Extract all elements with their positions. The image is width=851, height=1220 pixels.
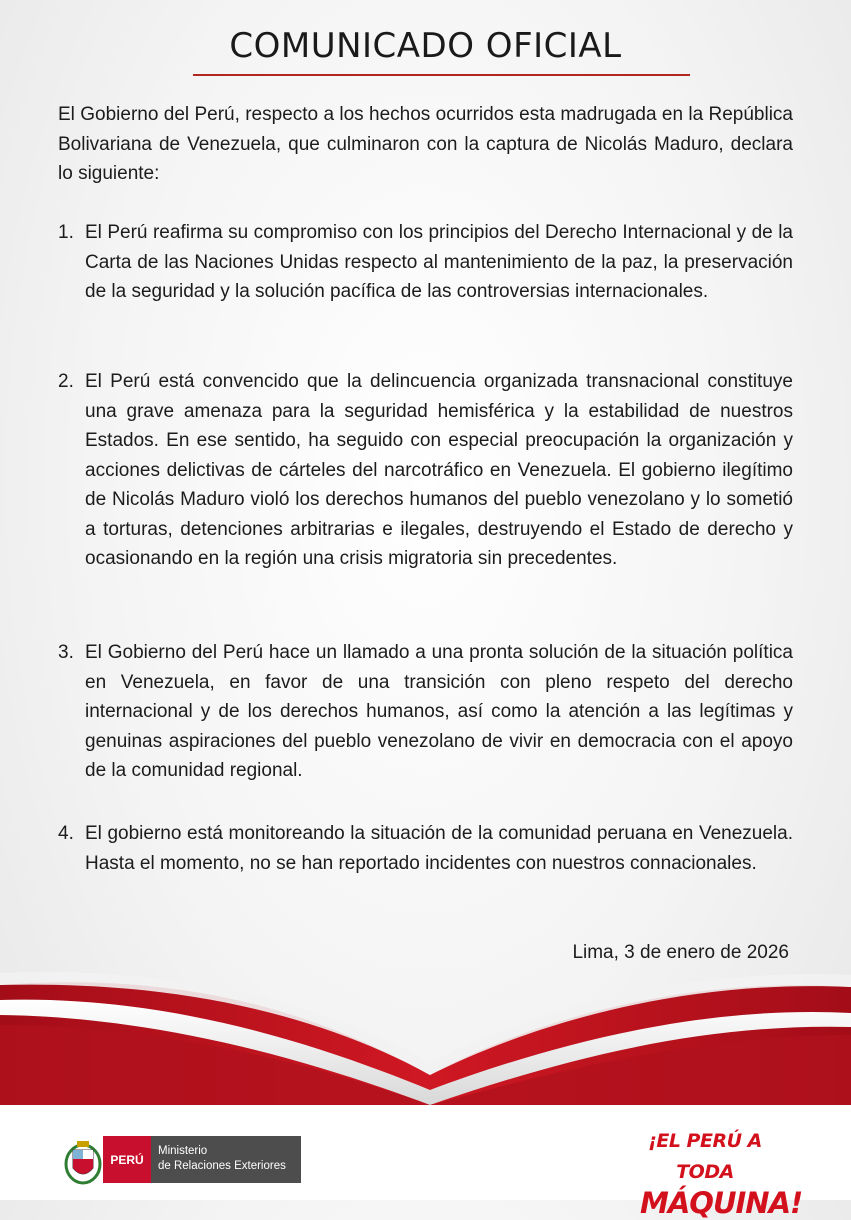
- ministry-label-line2: de Relaciones Exteriores: [158, 1160, 286, 1172]
- list-item-text: El Gobierno del Perú hace un llamado a una pronta solución de la situación política en Venezuela, en favor de una transición con pleno respeto del derecho internacional y de los derechos humanos, así como la atención a las legítimas y genuinas aspiraciones del pueblo venezolano de vivir en democracia con el apoyo de la comunidad regional.: [85, 642, 793, 781]
- ministry-label-line1: Ministerio: [158, 1145, 208, 1157]
- peru-logo-label: PERÚ: [103, 1136, 151, 1183]
- list-item-number: 2.: [58, 371, 74, 392]
- slogan-line1: ¡EL PERÚ A TODA: [648, 1130, 762, 1183]
- decorative-flag-wave: [0, 965, 851, 1115]
- page-title: COMUNICADO OFICIAL: [229, 26, 622, 66]
- list-item-text: El gobierno está monitoreando la situación de la comunidad peruana en Venezuela. Hasta el momento, no se han reportado incidentes con nuestros connacionales.: [85, 823, 793, 874]
- intro-paragraph: El Gobierno del Perú, respecto a los hechos ocurridos esta madrugada en la República Bolivariana de Venezuela, que culminaron con la captura de Nicolás Maduro, declara lo siguiente:: [58, 104, 793, 184]
- list-item-number: 4.: [58, 823, 74, 844]
- place-date-signoff: Lima, 3 de enero de 2026: [572, 942, 789, 963]
- list-item-text: El Perú reafirma su compromiso con los principios del Derecho Internacional y de la Carta de las Naciones Unidas respecto al mantenimiento de la paz, la preservación de la seguridad y la solución pacífica de las controversias internacionales.: [85, 222, 793, 302]
- ministry-logo-label: [151, 1136, 301, 1183]
- slogan-line2: MÁQUINA!: [640, 1186, 803, 1220]
- title-underline: [193, 74, 690, 76]
- list-item-number: 1.: [58, 222, 74, 243]
- slogan: [640, 1126, 803, 1220]
- list-item-number: 3.: [58, 642, 74, 663]
- list-item-text: El Perú está convencido que la delincuencia organizada transnacional constituye una grave amenaza para la seguridad hemisférica y la estabilidad de nuestros Estados. En ese sentido, ha seguido con especial preocupación la organización y acciones delictivas de cárteles del narcotráfico en Venezuela. El gobierno ilegítimo de Nicolás Maduro violó los derechos humanos del pueblo venezolano y lo sometió a torturas, detenciones arbitrarias e ilegales, destruyendo el Estado de derecho y ocasionando en la región una crisis migratoria sin precedentes.: [85, 371, 793, 569]
- coat-of-arms-icon: [64, 1138, 102, 1186]
